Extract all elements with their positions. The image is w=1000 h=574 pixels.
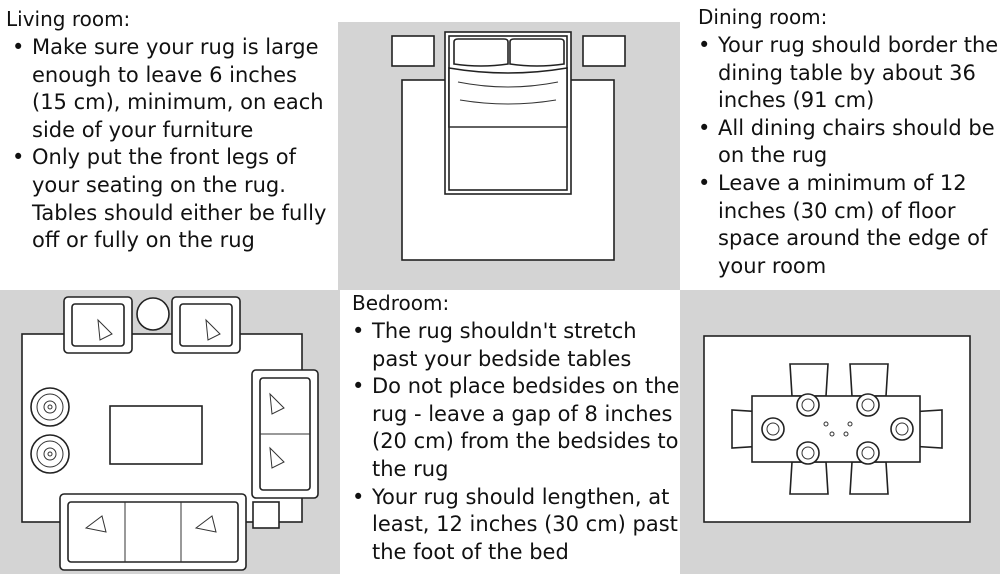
armchair-right-icon [172,297,240,353]
living-room-heading: Living room: [6,7,131,31]
bedside-table-left [392,36,434,66]
bedroom-diagram [338,22,680,290]
dining-room-bullets [692,32,1000,280]
chair-top-left [790,364,828,396]
living-room-diagram [0,290,340,574]
dining-room-bullet-3: • Leave a minimum of 12 inches (30 cm) of floor space around the edge of your room [692,170,1000,280]
coffee-table [110,406,202,464]
living-room-bullets [6,34,338,255]
bedroom-heading: Bedroom: [352,291,450,315]
pouf-top-icon [31,388,69,426]
living-room-text [6,6,338,255]
small-side-table [253,502,279,528]
bedroom-bullet-2: • Do not place bedsides on the rug - leave a gap of 8 inches (20 cm) from the bedsides to the rug [346,373,680,483]
bedroom-text [346,290,680,566]
bed-icon [445,32,571,194]
dining-room-heading: Dining room: [698,5,828,29]
sofa-bottom-icon [60,494,246,570]
living-room-bullet-2: • Only put the front legs of your seating on the rug. Tables should either be fully off or fully on the rug [6,144,338,254]
living-room-diagram-panel [0,290,340,574]
dining-room-bullet-1: • Your rug should border the dining table by about 36 inches (91 cm) [692,32,1000,115]
living-room-bullet-1: • Make sure your rug is large enough to leave 6 inches (15 cm), minimum, on each side of your furniture [6,34,338,144]
chair-bottom-left [790,462,828,494]
dining-room-diagram-panel [680,290,1000,574]
chair-bottom-right [850,462,888,494]
dining-room-text [692,4,1000,280]
bedroom-bullet-1: • The rug shouldn't stretch past your bedside tables [346,318,680,373]
armchair-left-icon [64,297,132,353]
dining-room-bullet-2: • All dining chairs should be on the rug [692,115,1000,170]
bedside-table-right [583,36,625,66]
dining-room-diagram [680,290,1000,574]
round-side-table [137,298,169,330]
bedroom-bullet-3: • Your rug should lengthen, at least, 12 inches (30 cm) past the foot of the bed [346,484,680,567]
bedroom-diagram-panel [338,22,680,290]
bedroom-bullets [346,318,680,566]
sofa-right-icon [252,370,318,498]
chair-top-right [850,364,888,396]
pouf-bottom-icon [31,435,69,473]
